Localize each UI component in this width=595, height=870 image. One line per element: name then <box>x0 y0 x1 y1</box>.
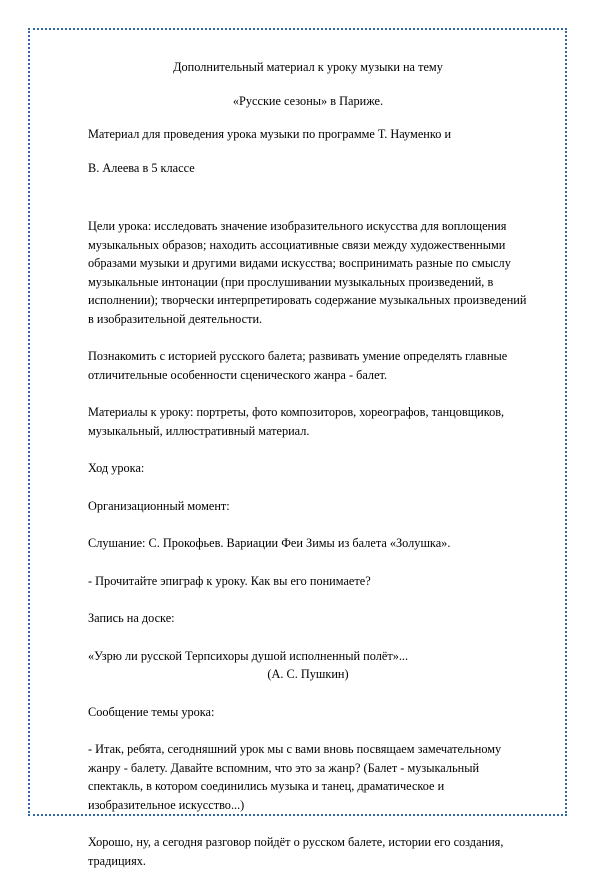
title-line-2: «Русские сезоны» в Париже. <box>232 93 384 108</box>
topic-heading: Сообщение темы урока: <box>88 704 215 719</box>
org-moment: Организационный момент: <box>88 498 230 513</box>
lesson-materials: Материалы к уроку: портреты, фото композиторов, хореографов, танцовщиков, музыкальный, иллюстративный материал. <box>88 405 505 438</box>
topic-text: - Итак, ребята, сегодняшний урок мы с вами вновь посвящаем замечательному жанру - балету. Давайте вспомним, что это за жанр? (Балет - музыкальный спектакль, в котором соединились музыка и танец, драматическое и изобразительное искусство...) <box>88 742 502 812</box>
epigraph-quote: «Узрю ли русской Терпсихоры душой исполненный полёт»... <box>88 648 409 663</box>
quote-author: (А. С. Пушкин) <box>267 667 349 681</box>
lesson-heading: Ход урока: <box>88 461 145 475</box>
board-note: Запись на доске: <box>88 611 175 625</box>
ballet-intro: Познакомить с историей русского балета; развивать умение определять главные отличительные особенности сценического жанра - балет. <box>88 349 508 382</box>
lesson-goals: Цели урока: исследовать значение изобразительного искусства для воплощения музыкальных образов; находить ассоциативные связи между художественными образами музыки и другими видами искусства; воспринимать разные по смыслу музыкальные интонации (при прослушивании музыкальных произведений, в исполнении); творчески интерпретировать содержание музыкальных произведений в изобразительной деятельности. <box>88 219 527 326</box>
program-line-1: Материал для проведения урока музыки по программе Т. Науменко и <box>88 127 452 141</box>
epigraph-question: - Прочитайте эпиграф к уроку. Как вы его понимаете? <box>88 573 371 588</box>
title-line-1: Дополнительный материал к уроку музыки на тему <box>173 60 443 74</box>
listening-item: Слушание: С. Прокофьев. Вариации Феи Зимы из балета «Золушка». <box>88 536 451 550</box>
program-line-2: В. Алеева в 5 классе <box>88 160 195 175</box>
document-body <box>88 58 528 870</box>
closing-text: Хорошо, ну, а сегодня разговор пойдёт о русском балете, истории его создания, традициях. <box>88 835 504 868</box>
